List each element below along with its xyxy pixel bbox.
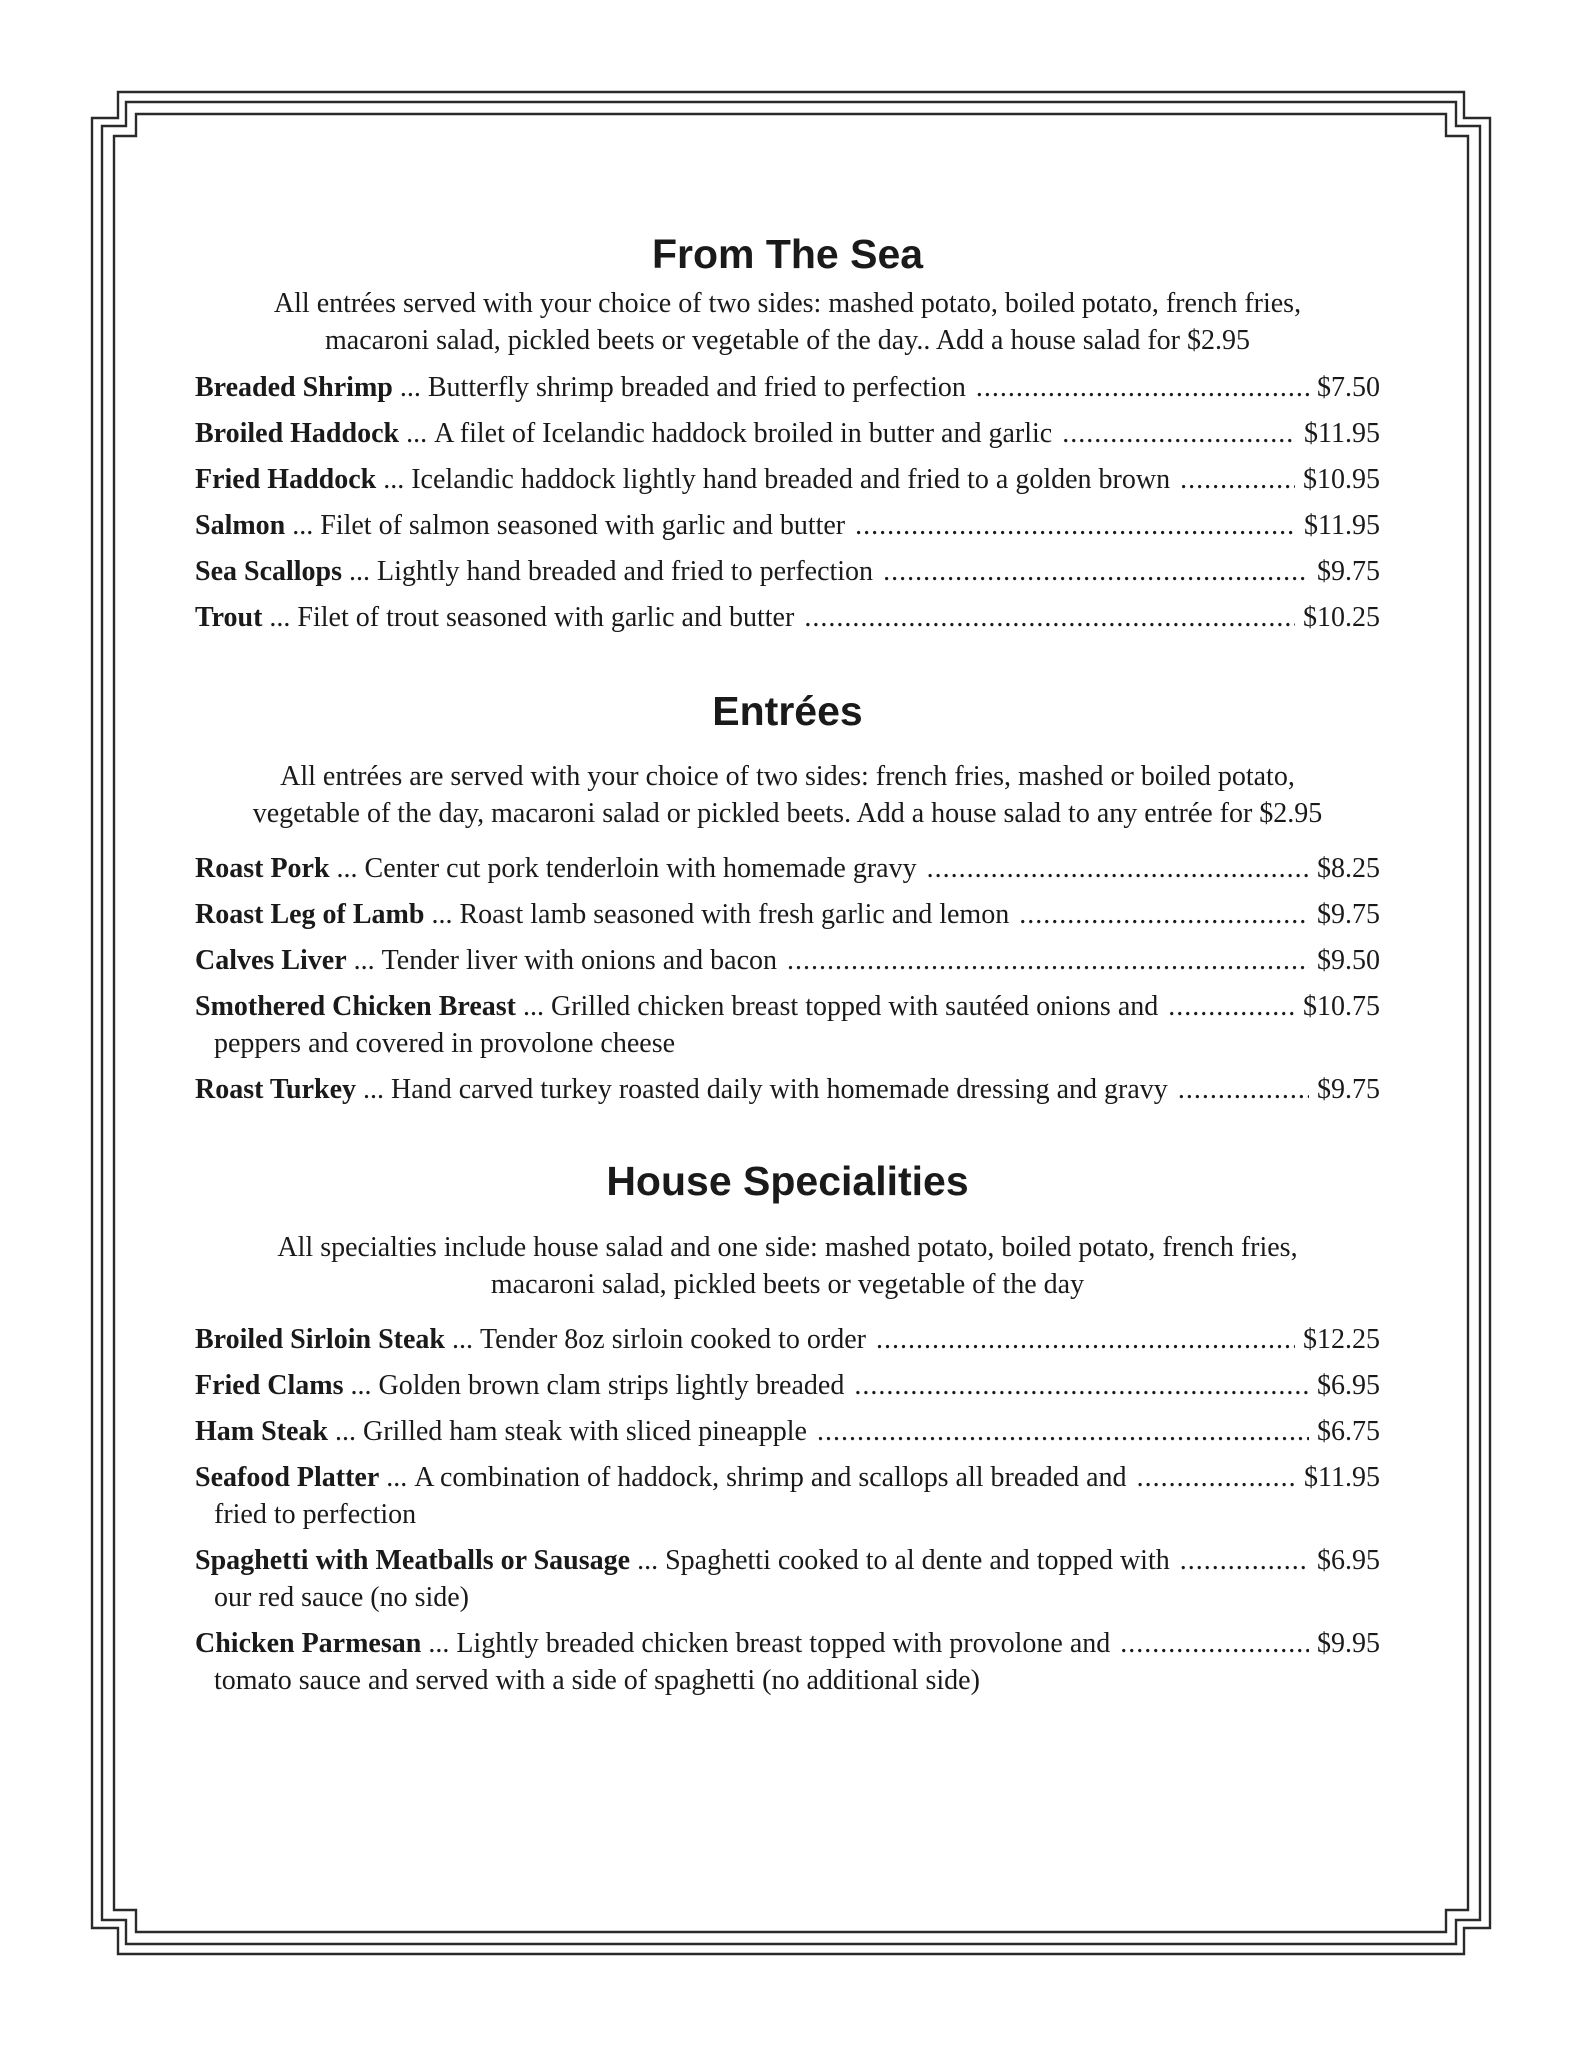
note-line: All specialties include house salad and one side: mashed potato, boiled potato, french fries, — [277, 1231, 1298, 1263]
item-description: Tender liver with onions and bacon — [381, 945, 778, 977]
item-name: Seafood Platter — [195, 1461, 380, 1493]
dot-leader — [855, 507, 1296, 544]
item-price: $8.25 — [1317, 853, 1380, 885]
item-separator: ... — [335, 1415, 356, 1447]
menu-content — [195, 230, 1380, 1708]
note-line: vegetable of the day, macaroni salad or pickled beets. Add a house salad to any entrée for $2.95 — [252, 798, 1323, 830]
item-name: Calves Liver — [195, 945, 347, 977]
note-line: macaroni salad, pickled beets or vegetable of the day — [490, 1268, 1085, 1300]
item-separator: ... — [353, 945, 375, 977]
menu-item — [195, 553, 1380, 590]
item-separator: ... — [637, 1544, 659, 1576]
item-price: $10.25 — [1303, 602, 1380, 634]
section-spacer — [195, 645, 1380, 687]
item-description: Grilled ham steak with sliced pineapple — [363, 1415, 807, 1447]
item-description: A filet of Icelandic haddock broiled in butter and garlic — [434, 418, 1053, 450]
item-price: $9.95 — [1317, 1627, 1380, 1659]
item-separator: ... — [399, 372, 421, 404]
item-price: $9.75 — [1317, 899, 1380, 931]
item-name: Fried Clams — [195, 1369, 344, 1401]
item-price: $7.50 — [1317, 372, 1380, 404]
note-line: All entrées served with your choice of two sides: mashed potato, boiled potato, french fries, — [273, 288, 1302, 320]
item-name: Broiled Haddock — [195, 418, 400, 450]
section-title: Entrées — [712, 688, 863, 735]
menu-item-list — [195, 850, 1380, 1108]
dot-leader — [976, 369, 1309, 406]
item-price: $12.25 — [1303, 1323, 1380, 1355]
item-separator: ... — [522, 991, 544, 1023]
dot-leader — [883, 553, 1309, 590]
item-name: Salmon — [195, 510, 286, 542]
item-description: Tender 8oz sirloin cooked to order — [479, 1323, 866, 1355]
menu-item — [195, 369, 1380, 406]
item-name: Smothered Chicken Breast — [195, 991, 516, 1023]
item-name: Broiled Sirloin Steak — [195, 1323, 445, 1355]
item-name: Ham Steak — [195, 1415, 328, 1447]
menu-item — [195, 850, 1380, 887]
section-title: House Specialities — [606, 1158, 969, 1205]
item-description: Spaghetti cooked to al dente and topped with — [665, 1544, 1170, 1576]
dot-leader — [1062, 415, 1296, 452]
menu-item — [195, 599, 1380, 636]
item-separator: ... — [406, 418, 428, 450]
note-line: All entrées are served with your choice of two sides: french fries, mashed or boiled potato, — [280, 761, 1295, 793]
dot-leader — [1180, 461, 1295, 498]
section-note — [195, 285, 1380, 359]
dot-leader — [804, 599, 1295, 636]
item-description: Lightly hand breaded and fried to perfection — [377, 556, 874, 588]
item-description-continued: peppers and covered in provolone cheese — [214, 1028, 676, 1060]
item-name: Fried Haddock — [195, 464, 377, 496]
item-description-continued: fried to perfection — [214, 1498, 417, 1530]
item-separator: ... — [386, 1461, 408, 1493]
item-price: $10.75 — [1303, 991, 1380, 1023]
dot-leader — [1180, 1542, 1309, 1579]
item-price: $11.95 — [1304, 1461, 1380, 1493]
item-name: Trout — [195, 602, 263, 634]
menu-item — [195, 1459, 1380, 1533]
item-separator: ... — [428, 1627, 450, 1659]
menu-item — [195, 1413, 1380, 1450]
item-description: A combination of haddock, shrimp and scallops all breaded and — [414, 1461, 1127, 1493]
section-note — [195, 758, 1380, 832]
item-description: Butterfly shrimp breaded and fried to perfection — [427, 372, 966, 404]
item-price: $9.75 — [1317, 556, 1380, 588]
item-description: Filet of trout seasoned with garlic and butter — [297, 602, 795, 634]
item-price: $6.95 — [1317, 1544, 1380, 1576]
item-description: Center cut pork tenderloin with homemade gravy — [364, 853, 917, 885]
item-separator: ... — [431, 899, 453, 931]
menu-item — [195, 507, 1380, 544]
item-name: Spaghetti with Meatballs or Sausage — [195, 1544, 631, 1576]
item-name: Chicken Parmesan — [195, 1627, 422, 1659]
item-description: Lightly breaded chicken breast topped with provolone and — [456, 1627, 1111, 1659]
dot-leader — [1120, 1625, 1309, 1662]
menu-item — [195, 415, 1380, 452]
menu-item — [195, 942, 1380, 979]
section-from-the-sea — [195, 230, 1380, 636]
section-house-specialities — [195, 1157, 1380, 1698]
menu-item — [195, 461, 1380, 498]
item-name: Sea Scallops — [195, 556, 343, 588]
item-name: Roast Leg of Lamb — [195, 899, 425, 931]
dot-leader — [1137, 1459, 1296, 1496]
dot-leader — [876, 1321, 1295, 1358]
section-spacer — [195, 1117, 1380, 1157]
item-price: $9.75 — [1317, 1074, 1380, 1106]
dot-leader — [787, 942, 1309, 979]
item-separator: ... — [383, 464, 405, 496]
item-price: $10.95 — [1303, 464, 1380, 496]
item-description: Grilled chicken breast topped with sautéed onions and — [550, 991, 1159, 1023]
item-name: Roast Turkey — [195, 1074, 357, 1106]
item-separator: ... — [349, 556, 371, 588]
item-separator: ... — [269, 602, 291, 634]
item-price: $9.50 — [1317, 945, 1380, 977]
item-price: $11.95 — [1304, 418, 1380, 450]
menu-item — [195, 1542, 1380, 1616]
menu-item-list — [195, 369, 1380, 636]
item-separator: ... — [363, 1074, 385, 1106]
item-price: $6.95 — [1317, 1369, 1380, 1401]
menu-item — [195, 988, 1380, 1062]
menu-item-list — [195, 1321, 1380, 1699]
section-entrees — [195, 687, 1380, 1108]
menu-item — [195, 1321, 1380, 1358]
dot-leader — [1178, 1071, 1309, 1108]
item-separator: ... — [350, 1369, 372, 1401]
item-description: Icelandic haddock lightly hand breaded and fried to a golden brown — [411, 464, 1171, 496]
menu-item — [195, 1625, 1380, 1699]
menu-item — [195, 1367, 1380, 1404]
item-price: $6.75 — [1317, 1415, 1380, 1447]
dot-leader — [1019, 896, 1309, 933]
section-note — [195, 1229, 1380, 1303]
item-name: Roast Pork — [195, 853, 330, 885]
menu-item — [195, 1071, 1380, 1108]
item-separator: ... — [336, 853, 358, 885]
item-description-continued: our red sauce (no side) — [214, 1581, 470, 1613]
item-description: Roast lamb seasoned with fresh garlic and lemon — [459, 899, 1010, 931]
item-description-continued: tomato sauce and served with a side of spaghetti (no additional side) — [214, 1664, 980, 1696]
dot-leader — [1168, 988, 1295, 1025]
section-title: From The Sea — [651, 231, 924, 277]
item-separator: ... — [292, 510, 314, 542]
dot-leader — [854, 1367, 1309, 1404]
item-name: Breaded Shrimp — [195, 372, 393, 404]
item-description: Golden brown clam strips lightly breaded — [378, 1369, 845, 1401]
dot-leader — [927, 850, 1309, 887]
note-line: macaroni salad, pickled beets or vegetable of the day.. Add a house salad for $2.95 — [325, 325, 1250, 357]
item-price: $11.95 — [1304, 510, 1380, 542]
item-separator: ... — [451, 1323, 473, 1355]
dot-leader — [817, 1413, 1309, 1450]
item-description: Filet of salmon seasoned with garlic and butter — [320, 510, 846, 542]
item-description: Hand carved turkey roasted daily with homemade dressing and gravy — [391, 1074, 1168, 1106]
menu-item — [195, 896, 1380, 933]
